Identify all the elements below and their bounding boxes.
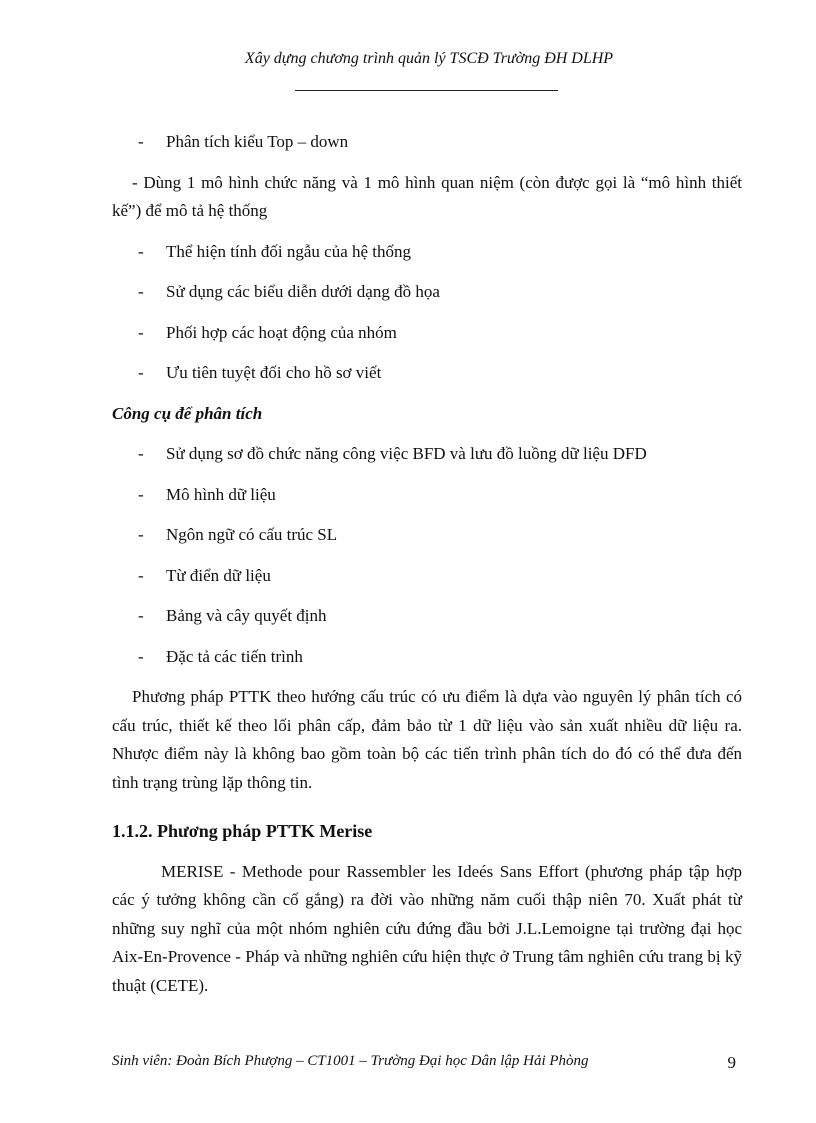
bullet-dash: -: [138, 565, 144, 585]
bullet-dash: -: [138, 525, 144, 544]
paragraph: Phương pháp PTTK theo hướng cấu trúc có ưu điểm là dựa vào nguyên lý phân tích có cấu trúc, thiết kế theo lối phân cấp, đảm bảo từ 1 dữ liệu vào sản xuất nhiều dữ liệu ra. Nhược điểm này là không bao gồm toàn bộ các tiến trình phân tích do đó có thể đưa đến tình trạng trùng lặp thông tin.: [112, 687, 742, 792]
footer-student: Sinh viên: Đoàn Bích Phượng – CT1001 – Trường Đại học Dân lập Hải Phòng: [112, 1053, 589, 1069]
list-item: [112, 440, 742, 469]
list-item: [112, 278, 742, 307]
bullet-dash: -: [138, 606, 144, 625]
list-item: [112, 562, 742, 591]
list-item: [112, 238, 742, 267]
paragraph: MERISE - Methode pour Rassembler les Ideés Sans Effort (phương pháp tập hợp các ý tưởng không cần cố gắng) ra đời vào những năm cuối thập niên 70. Xuất phát từ những suy nghĩ của một nhóm nghiên cứu đứng đầu bởi J.L.Lemoigne tại trường đại học Aix-En-Provence - Pháp và những nghiên cứu hiện thực ở Trung tâm nghiên cứu trang bị kỹ thuật (CETE).: [112, 861, 742, 995]
paragraph: - Dùng 1 mô hình chức năng và 1 mô hình quan niệm (còn được gọi là “mô hình thiết kế”) để mô tả hệ thống: [112, 172, 742, 220]
bullet-dash: -: [138, 282, 144, 301]
bullet-dash: -: [138, 363, 144, 382]
header-title: Xây dựng chương trình quản lý TSCĐ Trường ĐH DLHP: [244, 50, 614, 67]
list-item-text: Thể hiện tính đối ngẫu của hệ thống: [166, 241, 412, 261]
list-item: [112, 521, 742, 550]
bullet-dash: -: [138, 646, 144, 666]
list-item-text: Ưu tiên tuyệt đối cho hồ sơ viết: [166, 363, 382, 382]
list-item-text: Phối hợp các hoạt động của nhóm: [166, 322, 397, 342]
list-item-text: Bảng và cây quyết định: [166, 606, 327, 625]
list-item: [112, 643, 742, 672]
subheading: Công cụ để phân tích: [112, 403, 263, 423]
list-item: [112, 359, 742, 388]
page-footer: [112, 1053, 742, 1073]
list-item-text: Ngôn ngữ có cấu trúc SL: [166, 525, 338, 544]
header-rule: [295, 90, 558, 91]
page-body: [112, 128, 742, 1012]
bullet-dash: -: [138, 322, 144, 342]
bullet-dash: -: [138, 132, 144, 151]
bullet-dash: -: [138, 241, 144, 261]
list-item-text: Mô hình dữ liệu: [166, 484, 276, 504]
list-item: [112, 319, 742, 348]
bullet-dash: -: [138, 484, 144, 504]
bullet-dash: -: [138, 444, 144, 463]
list-item-text: Đặc tả các tiến trình: [166, 646, 303, 666]
list-item-text: Sử dụng sơ đồ chức năng công việc BFD và lưu đồ luồng dữ liệu DFD: [166, 444, 647, 463]
page-number: 9: [727, 1053, 736, 1072]
section-heading: 1.1.2. Phương pháp PTTK Merise: [112, 821, 373, 841]
list-item: [112, 128, 742, 157]
list-item-text: Sử dụng các biểu diễn dưới dạng đồ họa: [166, 282, 440, 301]
list-item-text: Phân tích kiểu Top – down: [166, 132, 349, 151]
list-item: [112, 602, 742, 631]
list-item: [112, 481, 742, 510]
list-item-text: Từ điển dữ liệu: [166, 565, 271, 585]
page-header: [0, 50, 816, 68]
